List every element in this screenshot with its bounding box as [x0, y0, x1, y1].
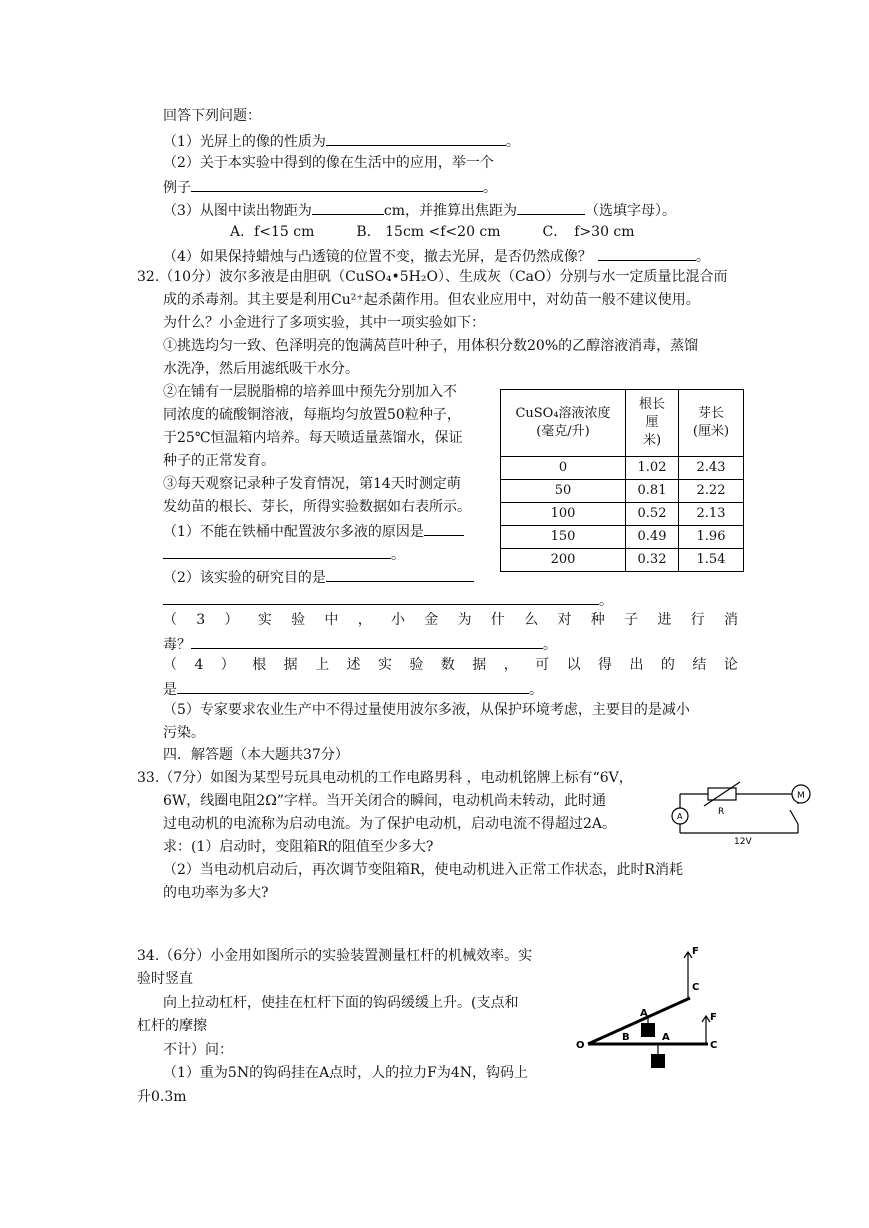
sub3-char: 3 [196, 612, 206, 628]
q32-step3-line1: ③每天观察记录种子发育情况，第14天时测定萌 [163, 476, 461, 492]
q32-sub4-line1 [163, 655, 738, 675]
hook-weight-lower [651, 1054, 665, 1068]
q32-step2-line2: 同浓度的硫酸铜溶液，每瓶均匀放置50粒种子， [163, 407, 461, 423]
motor-circuit-diagram [668, 768, 814, 854]
point-c-lower: C [710, 1040, 718, 1051]
q32-step1-line1: ①挑选均匀一致、色泽明亮的饱满莴苣叶种子，用体积分数20%的乙醇溶液消毒，蒸馏 [163, 338, 699, 354]
q32-sub1 [163, 520, 464, 542]
answer-blank-image-nature[interactable] [326, 130, 506, 146]
cell-concentration: 50 [501, 480, 626, 503]
table-row [501, 457, 744, 480]
sub4-char: 验 [409, 657, 424, 673]
header-bud-length [679, 390, 744, 457]
sub4-char: 论 [723, 657, 738, 673]
sub4-char: 以 [566, 657, 581, 673]
q32-sub3-line1 [163, 610, 738, 630]
answer-blank-focal-length[interactable] [517, 199, 585, 215]
q32-sub3-end: 。 [543, 637, 557, 653]
q31-options: A．f<15 cm B． 15cm <f<20 cm C． f>30 cm [230, 224, 635, 240]
q33-line4: 求：(1）启动时，变阻箱R的阻值至少多大? [163, 839, 434, 855]
cell-root: 0.49 [626, 526, 679, 549]
sub4-char: 述 [346, 657, 361, 673]
sub3-char: ） [224, 612, 239, 628]
table-row [501, 503, 744, 526]
q33-line3: 过电动机的电流称为启动电流。为了保护电动机，启动电流不得超过2A。 [163, 816, 617, 832]
q31-part2-line2 [163, 176, 497, 198]
cell-root: 0.32 [626, 549, 679, 572]
cell-bud: 2.22 [679, 480, 744, 503]
q32-sub2-text: （2）该实验的研究目的是 [163, 570, 326, 586]
q32-line1: 32.（10分）波尔多液是由胆矾（CuSO₄•5H₂O）、生成灰（CaO）分别与水一定质量比混合而 [137, 269, 728, 285]
answer-blank-still-image[interactable] [598, 245, 696, 261]
q31-part3-text-a: （3）从图中读出物距为 [163, 203, 312, 219]
q31-part4 [163, 245, 710, 267]
q31-part2-line1: （2）关于本实验中得到的像在生活中的应用，举一个 [163, 155, 494, 171]
q31-intro: 回答下列问题： [163, 108, 261, 124]
q34-line2: 验时竖直 [137, 971, 193, 987]
sub4-char: ） [220, 657, 235, 673]
sub4-char: 可 [535, 657, 550, 673]
sub4-char: 上 [315, 657, 330, 673]
sub4-char: 根 [252, 657, 267, 673]
cell-concentration: 200 [501, 549, 626, 572]
q31-part2-text: 例子 [163, 180, 191, 196]
q31-part4-end: 。 [695, 249, 710, 265]
answer-blank-disinfect-reason[interactable] [191, 633, 543, 649]
sub4-char: 据 [472, 657, 487, 673]
q34-line5: 不计）问： [163, 1042, 233, 1058]
rheostat-arrow [704, 782, 740, 806]
q32-line3: 为什么？小金进行了多项实验，其中一项实验如下： [163, 315, 485, 331]
point-a-upper: A [640, 1008, 648, 1019]
sub4-char: 结 [692, 657, 707, 673]
header-bud-line1: 芽长 [697, 406, 724, 421]
q33-line6: 的电功率为多大? [163, 885, 269, 901]
cell-concentration: 0 [501, 457, 626, 480]
q32-sub4-text: 是 [163, 682, 177, 698]
q31-part3 [163, 199, 676, 221]
sub3-char: 种 [590, 612, 605, 628]
voltage-label: 12V [734, 837, 752, 847]
sub3-char: 什 [490, 612, 505, 628]
header-concentration [501, 390, 626, 457]
q32-sub4-line2 [163, 678, 543, 700]
sub4-char: 得 [598, 657, 613, 673]
sub3-char: 对 [557, 612, 572, 628]
q31-part1-end: 。 [505, 134, 520, 150]
q34-line1: 34.（6分）小金用如图所示的实验装置测量杠杆的机械效率。实 [137, 948, 533, 964]
cell-concentration: 100 [501, 503, 626, 526]
sub3-char: 金 [424, 612, 439, 628]
q32-sub2 [163, 566, 474, 588]
sub3-char: 子 [624, 612, 639, 628]
header-concentration-line1: CuSO₄溶液浓度 [515, 406, 611, 421]
ammeter-label: A [677, 812, 683, 821]
q31-part4-text: （4）如果保持蜡烛与凸透镜的位置不变，撤去光屏，是否仍然成像？ [163, 249, 592, 265]
header-root-line2: 厘 [645, 415, 659, 430]
point-b: B [622, 1032, 630, 1043]
q33-line5: （2）当电动机启动后，再次调节变阻箱R，使电动机进入正常工作状态，此时R消耗 [163, 862, 683, 878]
q31-part3-text-b: cm，并推算出焦距为 [383, 203, 518, 219]
sub3-char: 么 [524, 612, 539, 628]
table-header-row [501, 390, 744, 457]
motor-label: M [797, 791, 805, 801]
sub3-char: 实 [257, 612, 272, 628]
q32-sub1-end: 。 [391, 547, 405, 563]
q31-part2-end: 。 [483, 180, 497, 196]
sub4-char: 据 [283, 657, 298, 673]
q32-sub2-end: 。 [599, 593, 613, 609]
sub4-char: ， [503, 657, 518, 673]
q31-part3-text-c: （选填字母）。 [585, 203, 677, 219]
q32-step1-line2: 水洗净，然后用滤纸吸干水分。 [163, 361, 359, 377]
q34-line7: 升0.3m [137, 1089, 187, 1105]
cell-root: 1.02 [626, 457, 679, 480]
lever-diagram [568, 940, 738, 1075]
header-root-line3: 米) [642, 433, 662, 448]
q32-sub3-line2 [163, 633, 557, 655]
force-label-lower: F [710, 1012, 717, 1023]
sub3-char: 消 [723, 612, 738, 628]
resistor-label: R [718, 807, 725, 817]
fulcrum-label: O [576, 1040, 585, 1051]
table-row [501, 549, 744, 572]
q32-sub2-line2 [163, 589, 613, 611]
cell-bud: 1.54 [679, 549, 744, 572]
sub3-char: 行 [690, 612, 705, 628]
q32-sub1-text: （1）不能在铁桶中配置波尔多液的原因是 [163, 524, 424, 540]
section4-heading: 四．解答题（本大题共37分） [163, 747, 349, 763]
sub4-char: 的 [660, 657, 675, 673]
switch-symbol [790, 810, 798, 824]
header-bud-line2: (厘米) [692, 424, 730, 439]
cell-root: 0.81 [626, 480, 679, 503]
raised-lever [588, 998, 690, 1044]
q32-step2-line3: 于25℃恒温箱内培养。每天喷适量蒸馏水，保证 [163, 430, 463, 446]
answer-blank-object-distance[interactable] [312, 199, 384, 215]
q32-sub4-end: 。 [529, 682, 543, 698]
q34-line6: （1）重为5N的钩码挂在A点时，人的拉力F为4N，钩码上 [163, 1065, 529, 1081]
cell-bud: 2.13 [679, 503, 744, 526]
table-row [501, 526, 744, 549]
q34-line4: 杠杆的摩擦 [137, 1018, 207, 1034]
point-a-lower: A [662, 1032, 670, 1043]
sub3-char: 中 [324, 612, 339, 628]
q32-step2-line4: 种子的正常发育。 [163, 453, 275, 469]
sub3-char: 验 [291, 612, 306, 628]
q32-step3-line2: 发幼苗的根长、芽长，所得实验数据如右表所示。 [163, 499, 471, 515]
header-root-line1: 根长 [638, 397, 665, 412]
sub4-char: 4 [194, 657, 204, 673]
seed-growth-table [500, 389, 744, 572]
sub3-char: ， [357, 612, 372, 628]
q32-step2-line1: ②在铺有一层脱脂棉的培养皿中预先分别加入不 [163, 384, 457, 400]
answer-blank-iron-reason-1[interactable] [424, 520, 464, 536]
answer-blank-conclusion[interactable] [177, 678, 529, 694]
table-row [501, 480, 744, 503]
answer-blank-example[interactable] [191, 176, 483, 192]
sub3-char: （ [163, 612, 177, 628]
header-root-length [626, 390, 679, 457]
sub4-char: 出 [629, 657, 644, 673]
sub4-char: 数 [440, 657, 455, 673]
force-label-upper: F [692, 946, 699, 957]
answer-blank-iron-reason-2[interactable] [163, 543, 391, 559]
sub3-char: 为 [457, 612, 472, 628]
q31-part1 [163, 130, 520, 152]
sub4-char: 实 [377, 657, 392, 673]
q34-line3: 向上拉动杠杆，使挂在杠杆下面的钩码缓缓上升。(支点和 [163, 995, 519, 1011]
hook-weight-upper [641, 1023, 655, 1037]
sub3-char: 进 [657, 612, 672, 628]
cell-root: 0.52 [626, 503, 679, 526]
q32-sub3-text: 毒？ [163, 637, 191, 653]
cell-bud: 2.43 [679, 457, 744, 480]
point-c-upper: C [692, 982, 700, 993]
sub3-char: 小 [391, 612, 405, 628]
q32-sub1-line2 [163, 543, 405, 565]
sub4-char: （ [163, 657, 177, 673]
q33-line1: 33.（7分）如图为某型号玩具电动机的工作电路男科 ，电动机铭牌上标有“6V， [137, 770, 633, 786]
answer-blank-purpose-1[interactable] [326, 566, 474, 582]
q31-part1-text: （1）光屏上的像的性质为 [163, 134, 326, 150]
answer-blank-purpose-2[interactable] [163, 589, 599, 605]
cell-concentration: 150 [501, 526, 626, 549]
q32-line2: 成的杀毒剂。其主要是利用Cu²⁺起杀菌作用。但农业应用中，对幼苗一般不建议使用。 [163, 292, 700, 308]
q32-sub5-line1: （5）专家要求农业生产中不得过量使用波尔多液，从保护环境考虑，主要目的是减小 [163, 702, 690, 718]
q33-line2: 6W，线圈电阻2Ω”字样。当开关闭合的瞬间，电动机尚未转动，此时通 [163, 793, 606, 809]
header-concentration-line2: (毫克/升) [536, 424, 590, 439]
q32-sub5-line2: 污染。 [163, 725, 205, 741]
cell-bud: 1.96 [679, 526, 744, 549]
